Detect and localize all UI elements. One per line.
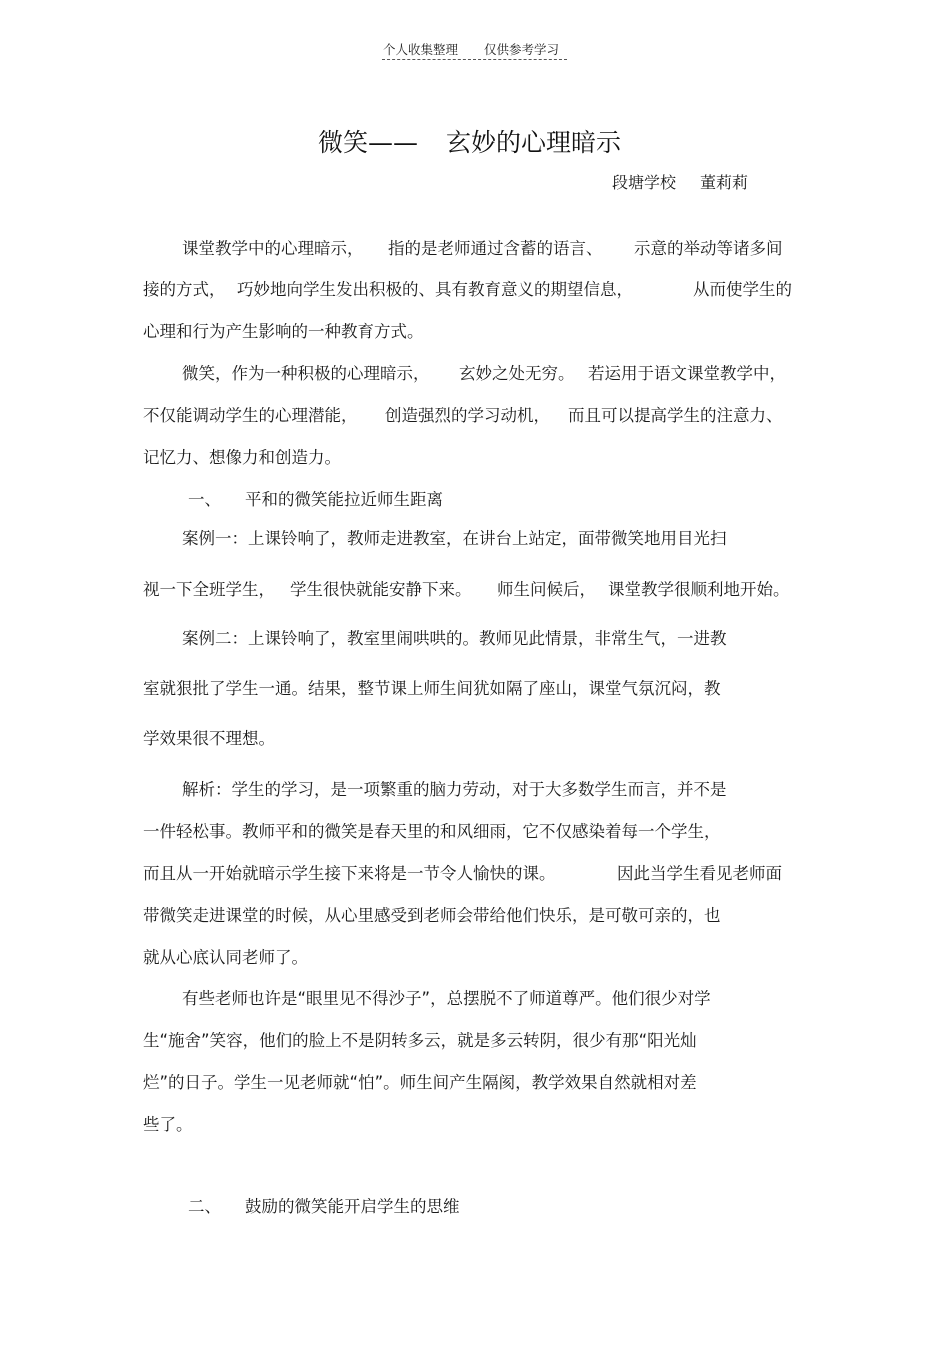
section-title: 鼓励的微笑能开启学生的思维 xyxy=(245,1197,460,1216)
text-line: 案例一：上课铃响了，教师走进教室，在讲台上站定，面带微笑地用目光扫 xyxy=(182,529,727,548)
section-title: 平和的微笑能拉近师生距离 xyxy=(245,490,443,509)
text-segment: 而且可以提高学生的注意力、 xyxy=(568,406,783,425)
header-right-text: 仅供参考学习 xyxy=(484,42,560,57)
text-line: 生“施舍”笑容，他们的脸上不是阴转多云，就是多云转阴，很少有那“阳光灿 xyxy=(143,1031,697,1050)
text-segment: 课堂教学很顺利地开始。 xyxy=(608,580,790,599)
text-line: 有些老师也许是“眼里见不得沙子”，总摆脱不了师道尊严。他们很少对学 xyxy=(182,989,711,1008)
text-line: 学效果很不理想。 xyxy=(143,729,275,748)
author-school: 段塘学校 xyxy=(612,173,677,192)
author-name: 董莉莉 xyxy=(700,173,749,192)
text-line: 就从心底认同老师了。 xyxy=(143,948,308,967)
text-line: 带微笑走进课堂的时候，从心里感受到老师会带给他们快乐，是可敬可亲的，也 xyxy=(143,906,721,925)
text-segment: 而且从一开始就暗示学生接下来将是一节令人愉快的课。 xyxy=(143,864,556,883)
text-segment: 从而使学生的 xyxy=(693,280,792,299)
text-line: 心理和行为产生影响的一种教育方式。 xyxy=(143,322,424,341)
text-line: 些了。 xyxy=(143,1115,193,1134)
text-segment: 微笑，作为一种积极的心理暗示， xyxy=(182,364,430,383)
text-segment: 巧妙地向学生发出积极的、具有教育意义的期望信息， xyxy=(237,280,633,299)
text-segment: 示意的举动等诸多间 xyxy=(634,239,783,258)
title-part-1: 微笑—— xyxy=(318,128,419,157)
page-header xyxy=(382,39,567,60)
article-title xyxy=(318,123,622,159)
text-line: 记忆力、想像力和创造力。 xyxy=(143,448,341,467)
text-segment: 玄妙之处无穷。 xyxy=(459,364,575,383)
text-line: 一件轻松事。教师平和的微笑是春天里的和风细雨，它不仅感染着每一个学生， xyxy=(143,822,721,841)
text-segment: 学生很快就能安静下来。 xyxy=(290,580,472,599)
text-line: 室就狠批了学生一通。结果，整节课上师生间犹如隔了座山，课堂气氛沉闷，教 xyxy=(143,679,721,698)
text-segment: 接的方式， xyxy=(143,280,226,299)
text-segment: 创造强烈的学习动机， xyxy=(385,406,550,425)
text-segment: 指的是老师通过含蓄的语言、 xyxy=(388,239,603,258)
title-part-2: 玄妙的心理暗示 xyxy=(446,128,622,157)
section-number: 一、 xyxy=(188,490,221,509)
text-line: 解析：学生的学习，是一项繁重的脑力劳动，对于大多数学生而言，并不是 xyxy=(182,780,727,799)
text-segment: 若运用于语文课堂教学中， xyxy=(588,364,786,383)
text-line: 案例二：上课铃响了，教室里闹哄哄的。教师见此情景，非常生气，一进教 xyxy=(182,629,727,648)
text-segment: 不仅能调动学生的心理潜能， xyxy=(143,406,358,425)
header-left-text: 个人收集整理 xyxy=(383,42,459,57)
text-segment: 师生问候后， xyxy=(497,580,596,599)
text-line: 烂”的日子。学生一见老师就“怕”。师生间产生隔阂，教学效果自然就相对差 xyxy=(143,1073,697,1092)
section-number: 二、 xyxy=(188,1197,221,1216)
text-segment: 视一下全班学生， xyxy=(143,580,275,599)
text-segment: 因此当学生看见老师面 xyxy=(617,864,782,883)
text-segment: 课堂教学中的心理暗示， xyxy=(182,239,364,258)
